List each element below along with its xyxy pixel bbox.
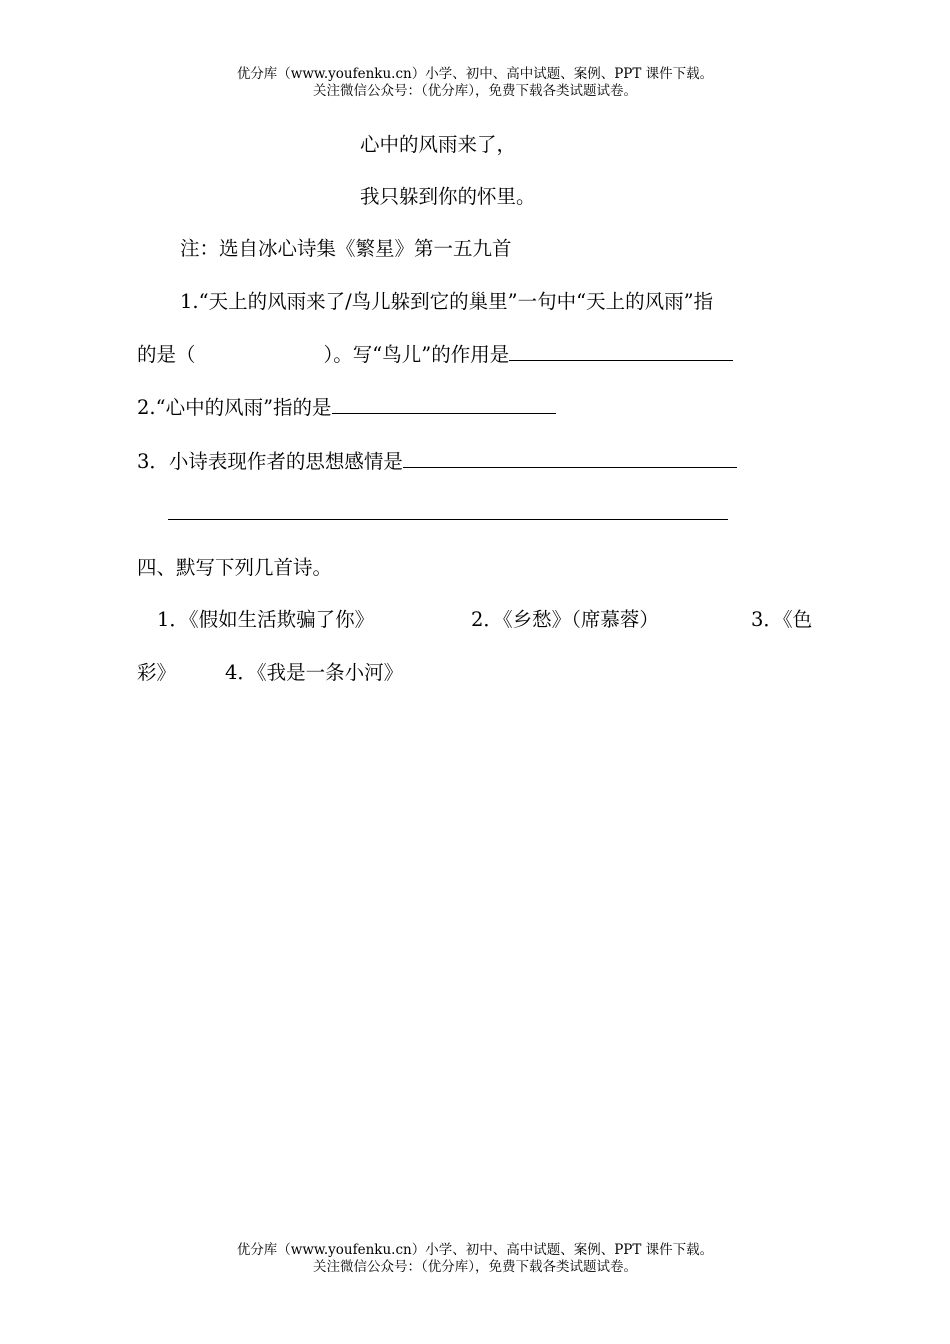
poem-line-1: 心中的风雨来了， bbox=[360, 133, 517, 156]
answer-line-continuation bbox=[168, 500, 728, 527]
poem-note: 注：选自冰心诗集《繁星》第一五九首 bbox=[180, 237, 512, 260]
question-2 bbox=[137, 394, 556, 421]
section-4-item-2: 2．《乡愁》（席慕蓉） bbox=[471, 608, 659, 631]
footer-line-2: 关注微信公众号：（优分库），免费下载各类试题试卷。 bbox=[313, 1259, 637, 1275]
question-1-line-2 bbox=[137, 341, 733, 368]
header-line-1: 优分库（www.youfenku.cn）小学、初中、高中试题、案例、PPT 课件下载。 bbox=[236, 66, 714, 82]
question-3 bbox=[137, 448, 737, 475]
section-4-item-1: 1．《假如生活欺骗了你》 bbox=[157, 608, 375, 631]
answer-blank-1[interactable] bbox=[509, 341, 733, 361]
page-footer bbox=[0, 1242, 950, 1276]
answer-blank-3[interactable] bbox=[403, 448, 737, 468]
poem-line-2: 我只躲到你的怀里。 bbox=[360, 185, 536, 208]
question-1-line-1: 1.“天上的风雨来了/鸟儿躲到它的巢里”一句中“天上的风雨”指 bbox=[180, 290, 714, 313]
page-header bbox=[0, 66, 950, 100]
section-4-item-4: 4．《我是一条小河》 bbox=[225, 661, 404, 684]
question-3-text: 3．小诗表现作者的思想感情是 bbox=[137, 450, 403, 473]
answer-blank-4[interactable] bbox=[168, 500, 728, 520]
section-4-title: 四、默写下列几首诗。 bbox=[137, 556, 333, 579]
answer-blank-2[interactable] bbox=[332, 394, 556, 414]
question-1-prefix: 的是（ bbox=[137, 343, 196, 366]
header-line-2: 关注微信公众号：（优分库），免费下载各类试题试卷。 bbox=[313, 83, 637, 99]
section-4-item-3-start: 3．《色 bbox=[751, 608, 813, 631]
section-4-item-3-end: 彩》 bbox=[137, 661, 177, 684]
question-1-suffix: ）。写“鸟儿”的作用是 bbox=[323, 343, 510, 366]
question-2-text: 2.“心中的风雨”指的是 bbox=[137, 396, 332, 419]
footer-line-1: 优分库（www.youfenku.cn）小学、初中、高中试题、案例、PPT 课件下载。 bbox=[236, 1242, 714, 1258]
